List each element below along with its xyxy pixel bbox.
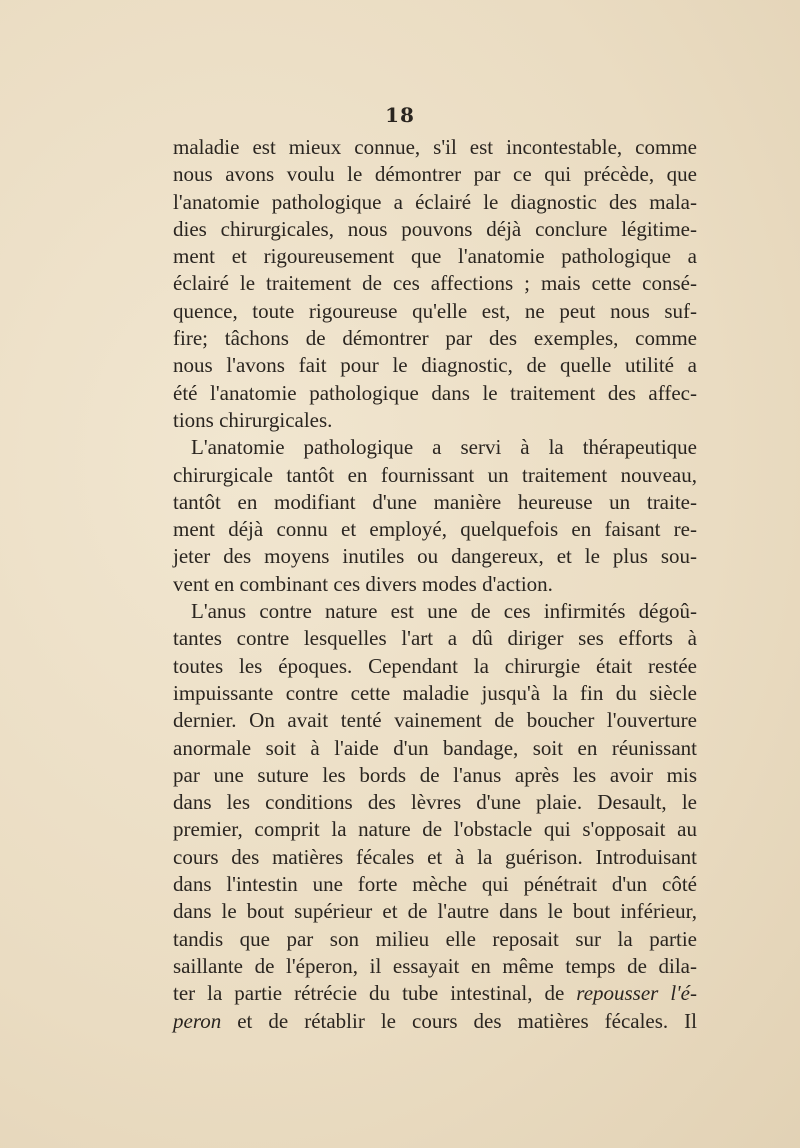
text-line	[173, 926, 697, 953]
line-text: vent en combinant ces divers modes d'action.	[173, 571, 553, 596]
text-line	[173, 270, 697, 297]
line-text: ter la partie rétrécie du tube intestinal, de	[173, 981, 577, 1006]
line-text: dies chirurgicales, nous pouvons déjà conclure légitime-	[173, 216, 697, 241]
text-line	[173, 625, 697, 652]
line-text: ment déjà connu et employé, quelquefois en faisant re-	[173, 517, 697, 542]
line-text: l'anatomie pathologique a éclairé le diagnostic des mala-	[173, 189, 697, 214]
text-line	[173, 352, 697, 379]
text-line	[173, 844, 697, 871]
text-line	[173, 953, 697, 980]
line-text: ment et rigoureusement que l'anatomie pathologique a	[173, 244, 697, 269]
line-text: éclairé le traitement de ces affections ; mais cette consé-	[173, 271, 697, 296]
text-line	[173, 871, 697, 898]
text-line	[173, 680, 697, 707]
line-text: premier, comprit la nature de l'obstacle qui s'opposait au	[173, 817, 697, 842]
text-line	[173, 571, 697, 598]
text-line	[173, 762, 697, 789]
line-text: par une suture les bords de l'anus après les avoir mis	[173, 762, 697, 787]
body-text	[173, 134, 697, 1035]
text-line	[173, 407, 697, 434]
text-line	[173, 1008, 697, 1035]
text-line	[173, 243, 697, 270]
text-line	[173, 434, 697, 461]
line-text: nous l'avons fait pour le diagnostic, de quelle utilité a	[173, 353, 697, 378]
line-text: cours des matières fécales et à la guérison. Introduisant	[173, 844, 697, 869]
text-line	[173, 161, 697, 188]
line-text: tantes contre lesquelles l'art a dû diriger ses efforts à	[173, 626, 697, 651]
line-text: maladie est mieux connue, s'il est incontestable, comme	[173, 135, 697, 159]
text-line	[173, 598, 697, 625]
line-text: dans l'intestin une forte mèche qui pénétrait d'un côté	[173, 872, 697, 897]
page-number: 18	[385, 103, 415, 127]
line-text: dans les conditions des lèvres d'une plaie. Desault, le	[173, 790, 697, 815]
text-line	[173, 543, 697, 570]
text-line	[173, 653, 697, 680]
line-text: dernier. On avait tenté vainement de boucher l'ouverture	[173, 708, 697, 733]
text-line	[173, 980, 697, 1007]
text-line	[173, 216, 697, 243]
italic-text: peron	[173, 1008, 222, 1033]
line-text: L'anus contre nature est une de ces infirmités dégoû-	[191, 599, 697, 624]
line-text: dans le bout supérieur et de l'autre dans le bout inférieur,	[173, 899, 697, 924]
line-text: fire; tâchons de démontrer par des exemples, comme	[173, 326, 697, 351]
line-text: L'anatomie pathologique a servi à la thérapeutique	[191, 435, 697, 460]
text-line	[173, 325, 697, 352]
line-text: toutes les époques. Cependant la chirurgie était restée	[173, 653, 697, 678]
text-line	[173, 462, 697, 489]
line-text: tantôt en modifiant d'une manière heureuse un traite-	[173, 489, 697, 514]
text-line	[173, 380, 697, 407]
text-line	[173, 489, 697, 516]
italic-text: repousser l'é-	[576, 981, 697, 1006]
text-line	[173, 735, 697, 762]
text-line	[173, 816, 697, 843]
line-text: nous avons voulu le démontrer par ce qui précède, que	[173, 162, 697, 187]
line-text: été l'anatomie pathologique dans le traitement des affec-	[173, 380, 697, 405]
line-text: saillante de l'éperon, il essayait en même temps de dila-	[173, 953, 697, 978]
line-text: et de rétablir le cours des matières fécales. Il	[221, 1008, 697, 1033]
line-text: jeter des moyens inutiles ou dangereux, et le plus sou-	[173, 544, 697, 569]
text-line	[173, 134, 697, 161]
line-text: anormale soit à l'aide d'un bandage, soit en réunissant	[173, 735, 697, 760]
text-line	[173, 898, 697, 925]
text-line	[173, 516, 697, 543]
line-text: quence, toute rigoureuse qu'elle est, ne peut nous suf-	[173, 298, 697, 323]
line-text: tandis que par son milieu elle reposait sur la partie	[173, 926, 697, 951]
line-text: impuissante contre cette maladie jusqu'à la fin du siècle	[173, 680, 697, 705]
text-line	[173, 789, 697, 816]
text-line	[173, 707, 697, 734]
text-line	[173, 189, 697, 216]
line-text: tions chirurgicales.	[173, 407, 333, 432]
text-line	[173, 298, 697, 325]
line-text: chirurgicale tantôt en fournissant un traitement nouveau,	[173, 462, 697, 487]
